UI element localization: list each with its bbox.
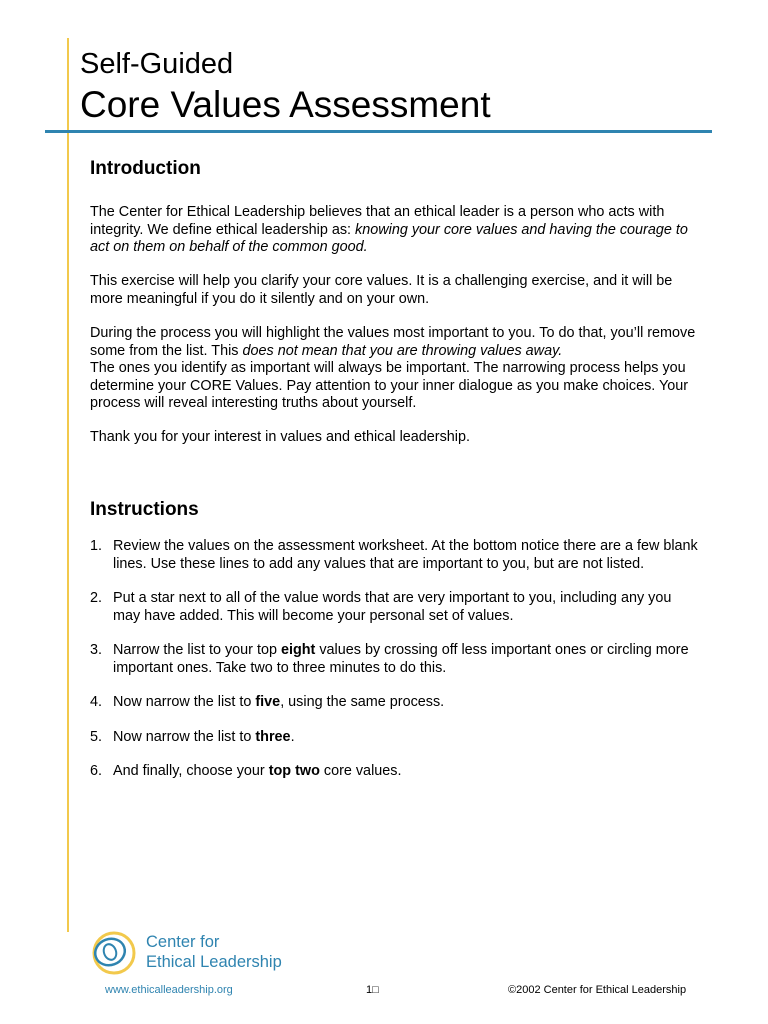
list-item [90, 538, 700, 573]
intro-paragraph-4: Thank you for your interest in values and ethical leadership. [90, 429, 470, 445]
list-text: Review the values on the assessment worksheet. At the bottom notice there are a few blank lines. Use these lines to add any values that are important to you, but are not listed. [113, 538, 698, 572]
page-subtitle: Self-Guided [80, 48, 234, 80]
footer-copyright: ©2002 Center for Ethical Leadership [508, 984, 687, 996]
intro-paragraph-2: This exercise will help you clarify your core values. It is a challenging exercise, and it will be more meaningful if you do it silently and on your own. [90, 273, 673, 307]
title-divider [45, 130, 712, 133]
logo-text [146, 933, 282, 972]
intro-paragraph-3: During the process you will highlight the values most important to you. To do that, you’ll remove some from the list. This does not mean that you are throwing values away. The ones you identify as important will always be important. The narrowing process helps you determine your CORE Values. Pay attention to your inner dialogue as you make choices. Your process will reveal interesting truths about yourself. [90, 325, 696, 411]
page-title: Core Values Assessment [80, 84, 491, 125]
footer-website-link[interactable]: www.ethicalleadership.org [105, 984, 233, 996]
list-item: 4. Now narrow the list to five, using the same process. [90, 694, 445, 710]
list-number: 6. [90, 763, 103, 779]
list-item: 5. Now narrow the list to three. [90, 728, 295, 745]
logo-line-2: Ethical Leadership [146, 952, 282, 971]
instructions-heading: Instructions [90, 499, 199, 520]
list-number: 3. [90, 642, 103, 658]
list-number: 1. [90, 538, 103, 554]
list-number: 2. [90, 590, 103, 606]
list-text: Put a star next to all of the value words that are very important to you, including any you may have added. This will become your personal set of values. [113, 590, 672, 624]
instructions-list [90, 538, 700, 798]
list-item [90, 590, 700, 625]
intro-paragraph-1: The Center for Ethical Leadership believes that an ethical leader is a person who acts with integrity. We define ethical leadership as: knowing your core values and having the courage to act on them on behalf of the common good. [90, 204, 688, 255]
list-item: 3. Narrow the list to your top eight values by crossing off less important ones or circling more important ones. Take two to three minutes to do this. [90, 642, 689, 676]
footer-page-number: 1□ [366, 984, 379, 996]
list-number: 4. [90, 694, 103, 710]
introduction-heading: Introduction [90, 158, 201, 179]
logo-line-1: Center for [146, 933, 220, 951]
list-item: 6. And finally, choose your top two core values. [90, 763, 402, 779]
list-number: 5. [90, 728, 103, 745]
logo-mark-icon [88, 928, 144, 978]
margin-line [67, 38, 69, 932]
organization-logo [88, 928, 308, 978]
